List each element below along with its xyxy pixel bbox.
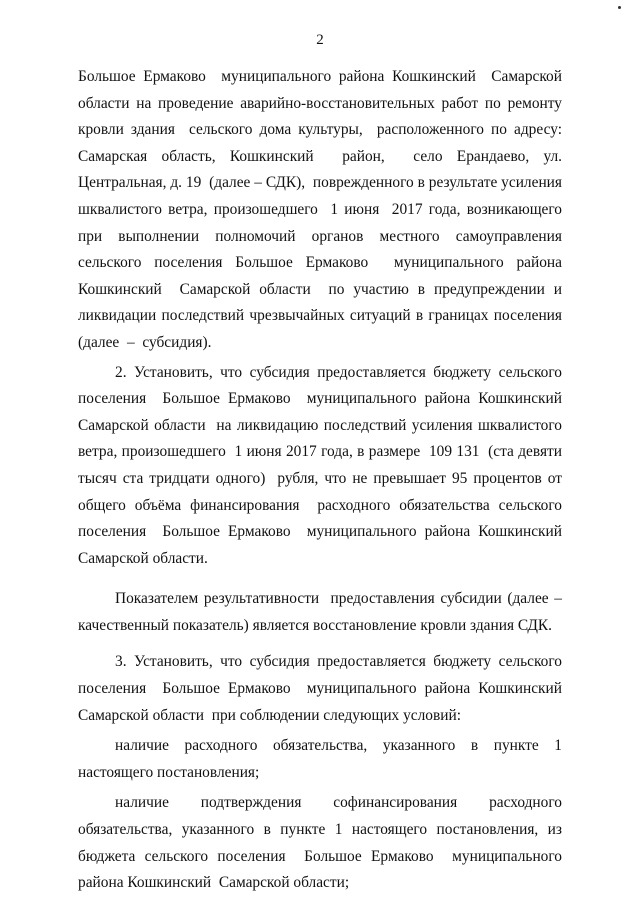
paragraph-condition-2: наличие подтверждения софинансирования расходного обязательства, указанного в пункте 1 настоящего постановления, из бюджета сельского поселения Большое Ермаково муниципального района Кошкинский Самарской области; (78, 794, 566, 892)
scan-speck (618, 6, 621, 9)
paragraph-continuation: Большое Ермаково муниципального района Кошкинский Самарской области на проведение аварийно-восстановительных работ по ремонту кровли здания сельского дома культуры, расположенного по адресу: Самарская область, Кошкинский район, село Ерандаево, ул. Центральная, д. 19 (далее – СДК), поврежденного в результате усиления шквалистого ветра, произошедшего 1 июня 2017 года, возникающего при выполнении полномочий органов местного самоуправления сельского поселения Большое Ермаково муниципального района Кошкинский Самарской области по участию в предупреждении и ликвидации последствий чрезвычайных ситуаций в границах поселения (далее – субсидия). (78, 68, 566, 351)
paragraph-item-2: 2. Установить, что субсидия предоставляется бюджету сельского поселения Большое Ермаково муниципального района Кошкинский Самарской области на ликвидацию последствий усиления шквалистого ветра, произошедшего 1 июня 2017 года, в размере 109 131 (ста девяти тысяч ста тридцати одного) рубля, что не превышает 95 процентов от общего объёма финансирования расходного обязательства сельского поселения Большое Ермаково муниципального района Кошкинский Самарской области. (78, 363, 566, 567)
document-body (78, 64, 566, 897)
paragraph-performance-indicator: Показателем результативности предоставления субсидии (далее – качественный показатель) является восстановление кровли здания СДК. (78, 590, 566, 634)
paragraph-condition-1: наличие расходного обязательства, указанного в пункте 1 настоящего постановления; (78, 737, 566, 781)
page-number: 2 (316, 32, 324, 48)
paragraph-item-3: 3. Установить, что субсидия предоставляется бюджету сельского поселения Большое Ермаково муниципального района Кошкинский Самарской области при соблюдении следующих условий: (78, 653, 566, 724)
